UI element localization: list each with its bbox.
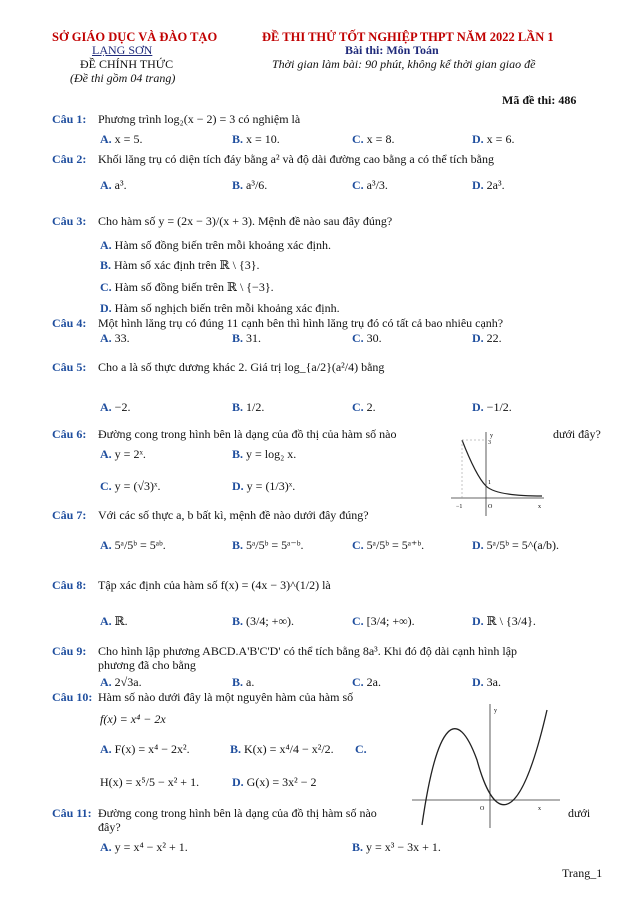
subject-label: Bài thi: Môn Toán xyxy=(345,43,439,57)
q1-option-b[interactable]: B. x = 10. xyxy=(232,132,280,146)
q2-option-a[interactable]: A. a³. xyxy=(100,178,127,192)
q10-option-a[interactable]: A. F(x) = x⁴ − 2x². xyxy=(100,742,190,756)
q6-stem-end: dưới đây? xyxy=(553,427,601,441)
q10-option-c[interactable]: C. xyxy=(355,742,367,756)
q3-number: Câu 3: xyxy=(52,214,87,228)
q1-option-c[interactable]: C. x = 8. xyxy=(352,132,395,146)
q11-graph xyxy=(412,700,562,830)
q6-option-c[interactable]: C. y = (√3)ˣ. xyxy=(100,479,161,493)
q4-option-d[interactable]: D. 22. xyxy=(472,331,502,345)
q9-option-b[interactable]: B. a. xyxy=(232,675,255,689)
q6-tick-1: 1 xyxy=(488,480,491,486)
q2-number: Câu 2: xyxy=(52,152,87,166)
q11-stem-line2: đây? xyxy=(98,820,121,834)
q3-option-c[interactable]: C. Hàm số đồng biến trên ℝ \ {−3}. xyxy=(100,280,274,294)
q11-option-b[interactable]: B. y = x³ − 3x + 1. xyxy=(352,840,441,854)
q6-graph xyxy=(446,428,546,518)
q4-option-c[interactable]: C. 30. xyxy=(352,331,382,345)
q5-stem: Cho a là số thực dương khác 2. Giá trị log_{a/2}(a²/4) bằng xyxy=(98,360,385,374)
q4-number: Câu 4: xyxy=(52,316,87,330)
q8-number: Câu 8: xyxy=(52,578,87,592)
q9-option-d[interactable]: D. 3a. xyxy=(472,675,501,689)
q4-option-a[interactable]: A. 33. xyxy=(100,331,130,345)
q7-number: Câu 7: xyxy=(52,508,87,522)
q7-stem: Với các số thực a, b bất kì, mệnh đề nào dưới đây đúng? xyxy=(98,508,369,522)
q5-option-a[interactable]: A. −2. xyxy=(100,400,131,414)
q6-curve xyxy=(462,440,542,496)
q9-stem-line2: phương đã cho bằng xyxy=(98,658,196,672)
q7-option-b[interactable]: B. 5ᵃ/5ᵇ = 5ᵃ⁻ᵇ. xyxy=(232,538,304,552)
q11-y-label: y xyxy=(494,708,497,714)
q11-stem-end: dưới xyxy=(568,806,591,820)
q6-number: Câu 6: xyxy=(52,427,87,441)
province-name: LẠNG SƠN xyxy=(92,43,153,57)
q3-stem: Cho hàm số y = (2x − 3)/(x + 3). Mệnh đề nào sau đây đúng? xyxy=(98,214,393,228)
q9-option-a[interactable]: A. 2√3a. xyxy=(100,675,142,689)
q6-y-label: y xyxy=(490,433,493,439)
q2-option-d[interactable]: D. 2a³. xyxy=(472,178,505,192)
q1-number: Câu 1: xyxy=(52,112,87,126)
q7-option-d[interactable]: D. 5ᵃ/5ᵇ = 5^(a/b). xyxy=(472,538,560,552)
q4-stem: Một hình lăng trụ có đúng 11 cạnh bên thì hình lăng trụ đó có tất cả bao nhiêu cạnh? xyxy=(98,316,504,330)
q6-stem: Đường cong trong hình bên là dạng của đồ thị của hàm số nào xyxy=(98,427,397,441)
q11-curve xyxy=(422,710,547,825)
q5-option-d[interactable]: D. −1/2. xyxy=(472,400,512,414)
q10-number: Câu 10: xyxy=(52,690,93,704)
dept-name: SỞ GIÁO DỤC VÀ ĐÀO TẠO xyxy=(52,30,218,44)
exam-title: ĐỀ THI THỬ TỐT NGHIỆP THPT NĂM 2022 LẦN 1 xyxy=(262,30,554,44)
q9-number: Câu 9: xyxy=(52,644,87,658)
time-label: Thời gian làm bài: 90 phút, không kể thời gian giao đề xyxy=(272,57,536,71)
q3-option-b[interactable]: B. Hàm số xác định trên ℝ \ {3}. xyxy=(100,258,260,272)
q2-option-b[interactable]: B. a³/6. xyxy=(232,178,268,192)
q9-stem: Cho hình lập phương ABCD.A'B'C'D' có thể tích bằng 8a³. Khi đó độ dài cạnh hình lập xyxy=(98,644,518,658)
q8-option-d[interactable]: D. ℝ \ {3/4}. xyxy=(472,614,536,628)
q6-tick-neg1: −1 xyxy=(456,504,463,510)
q6-option-d[interactable]: D. y = (1/3)ˣ. xyxy=(232,479,296,493)
q1-stem: Phương trình log₂(x − 2) = 3 có nghiệm là xyxy=(98,112,301,126)
q8-option-b[interactable]: B. (3/4; +∞). xyxy=(232,614,294,628)
q4-option-b[interactable]: B. 31. xyxy=(232,331,262,345)
q3-option-a[interactable]: A. Hàm số đồng biến trên mỗi khoảng xác định. xyxy=(100,238,331,252)
q1-option-d[interactable]: D. x = 6. xyxy=(472,132,515,146)
q11-x-label: x xyxy=(538,806,541,812)
q11-number: Câu 11: xyxy=(52,806,92,820)
q7-option-a[interactable]: A. 5ᵃ/5ᵇ = 5ᵃᵇ. xyxy=(100,538,166,552)
q11-option-a[interactable]: A. y = x⁴ − x² + 1. xyxy=(100,840,188,854)
q6-tick-3: 3 xyxy=(488,440,491,446)
q9-option-c[interactable]: C. 2a. xyxy=(352,675,381,689)
page-count: (Đề thi gồm 04 trang) xyxy=(70,71,176,85)
q3-option-d[interactable]: D. Hàm số nghịch biến trên mỗi khoảng xác định. xyxy=(100,301,340,315)
exam-code: Mã đề thi: 486 xyxy=(502,93,577,107)
q2-option-c[interactable]: C. a³/3. xyxy=(352,178,388,192)
q1-option-a[interactable]: A. x = 5. xyxy=(100,132,143,146)
q6-origin: O xyxy=(488,504,493,510)
q6-option-a[interactable]: A. y = 2ˣ. xyxy=(100,447,146,461)
q11-origin: O xyxy=(480,806,485,812)
q5-option-b[interactable]: B. 1/2. xyxy=(232,400,265,414)
q5-number: Câu 5: xyxy=(52,360,87,374)
q5-option-c[interactable]: C. 2. xyxy=(352,400,376,414)
q10-option-d[interactable]: D. G(x) = 3x² − 2 xyxy=(232,775,317,789)
q10-function: f(x) = x⁴ − 2x xyxy=(100,712,166,726)
q10-option-c-value[interactable]: H(x) = x⁵/5 − x² + 1. xyxy=(100,775,200,789)
q7-option-c[interactable]: C. 5ᵃ/5ᵇ = 5ᵃ⁺ᵇ. xyxy=(352,538,425,552)
q2-stem: Khối lăng trụ có diện tích đáy bằng a² và độ dài đường cao bằng a có thể tích bằng xyxy=(98,152,494,166)
q8-option-a[interactable]: A. ℝ. xyxy=(100,614,128,628)
q6-x-label: x xyxy=(538,504,541,510)
q6-option-b[interactable]: B. y = log₂ x. xyxy=(232,447,297,461)
q8-stem: Tập xác định của hàm số f(x) = (4x − 3)^(1/2) là xyxy=(98,578,331,592)
q10-option-b[interactable]: B. K(x) = x⁴/4 − x²/2. xyxy=(230,742,334,756)
page-number: Trang_1 xyxy=(562,866,603,880)
official-label: ĐỀ CHÍNH THỨC xyxy=(80,57,174,71)
q11-stem: Đường cong trong hình bên là dạng của đồ thị hàm số nào xyxy=(98,806,377,820)
q8-option-c[interactable]: C. [3/4; +∞). xyxy=(352,614,415,628)
q10-stem: Hàm số nào dưới đây là một nguyên hàm của hàm số xyxy=(98,690,354,704)
